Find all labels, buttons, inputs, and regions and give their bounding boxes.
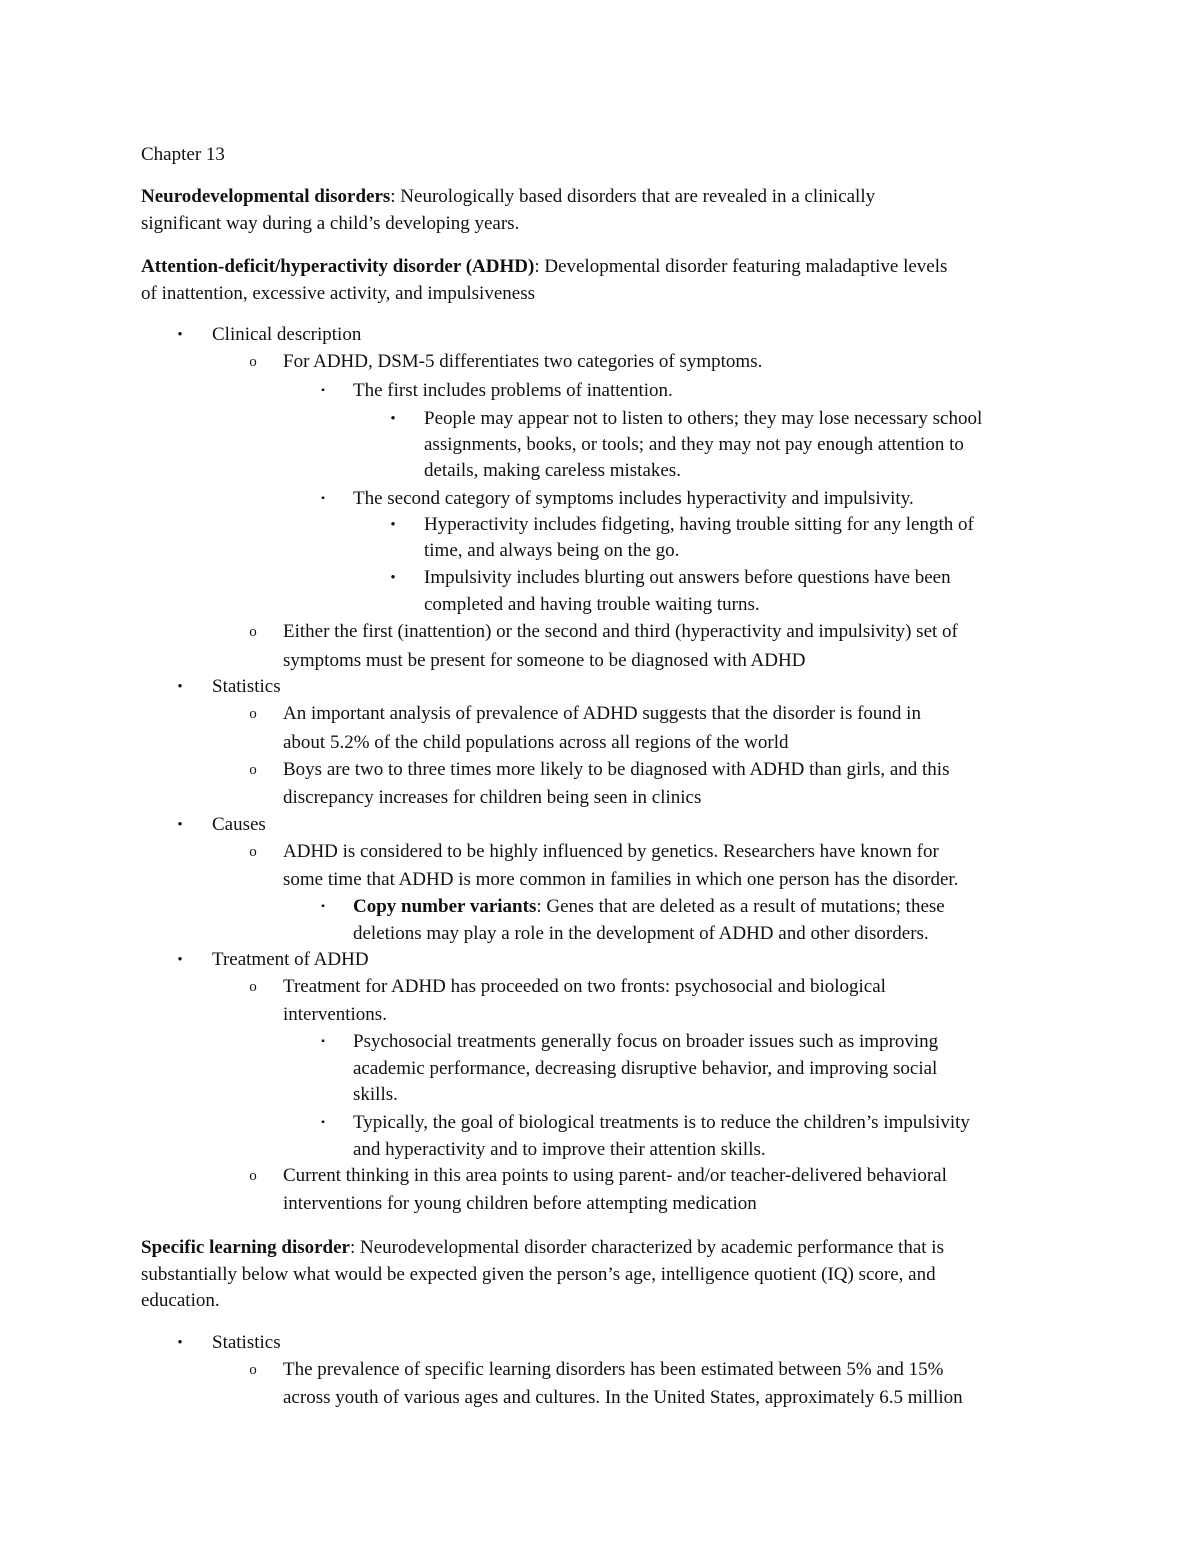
list-item-people-line1: People may appear not to listen to others; they may lose necessary school	[424, 408, 983, 429]
bullet-marker: ▪	[321, 493, 325, 504]
list-item-either-line2: symptoms must be present for someone to be diagnosed with ADHD	[283, 650, 806, 671]
bullet-marker: ▪	[321, 385, 325, 396]
list-item-prevalence-line2: about 5.2% of the child populations across all regions of the world	[283, 732, 789, 753]
list-item-cnv-line1	[353, 896, 945, 918]
definition-text: : Neurologically based disorders that are revealed in a clinically	[390, 186, 876, 207]
list-item-two-fronts-line1: Treatment for ADHD has proceeded on two fronts: psychosocial and biological	[283, 976, 886, 997]
term-neurodevelopmental: Neurodevelopmental disorders	[141, 186, 391, 207]
bullet-marker: o	[249, 1168, 257, 1184]
definition-adhd-line1	[141, 256, 947, 278]
bullet-marker: •	[177, 679, 183, 695]
list-item-either-line1: Either the first (inattention) or the second and third (hyperactivity and impulsivity) set of	[283, 621, 958, 642]
bullet-marker: ▪	[321, 901, 325, 912]
chapter-title: Chapter 13	[141, 144, 225, 165]
list-item-sld-prevalence-line2: across youth of various ages and cultures. In the United States, approximately 6.5 million	[283, 1387, 963, 1408]
list-item-people-line2: assignments, books, or tools; and they may not pay enough attention to	[424, 434, 964, 455]
list-item-impulsivity-line1: Impulsivity includes blurting out answers before questions have been	[424, 567, 951, 588]
bullet-marker: o	[249, 354, 257, 370]
bullet-marker: •	[177, 952, 183, 968]
list-item-psychosocial-line2: academic performance, decreasing disruptive behavior, and improving social	[353, 1058, 938, 1079]
list-item-people-line3: details, making careless mistakes.	[424, 460, 681, 481]
list-item-hyperactivity-line2: time, and always being on the go.	[424, 540, 680, 561]
definition-text: : Genes that are deleted as a result of mutations; these	[536, 896, 945, 917]
list-item-hyperactivity-line1: Hyperactivity includes fidgeting, having trouble sitting for any length of	[424, 514, 974, 535]
bullet-marker: ▪	[321, 1117, 325, 1128]
bullet-marker: o	[249, 979, 257, 995]
list-item-cnv-line2: deletions may play a role in the development of ADHD and other disorders.	[353, 923, 929, 944]
definition-sld-line1	[141, 1237, 944, 1259]
bullet-marker: •	[390, 517, 396, 533]
list-item-biological-line2: and hyperactivity and to improve their attention skills.	[353, 1139, 766, 1160]
bullet-marker: o	[249, 624, 257, 640]
term-specific-learning-disorder: Specific learning disorder	[141, 1237, 350, 1258]
list-item-psychosocial-line3: skills.	[353, 1084, 398, 1105]
definition-sld-line2: substantially below what would be expected given the person’s age, intelligence quotient (IQ) score, and	[141, 1264, 936, 1285]
bullet-marker: •	[390, 570, 396, 586]
list-item-genetics-line2: some time that ADHD is more common in families in which one person has the disorder.	[283, 869, 959, 890]
list-item-current-thinking-line1: Current thinking in this area points to using parent- and/or teacher-delivered behavioral	[283, 1165, 947, 1186]
list-item-boys-line2: discrepancy increases for children being seen in clinics	[283, 787, 702, 808]
definition-text: : Developmental disorder featuring maladaptive levels	[534, 256, 948, 277]
list-item-treatment: Treatment of ADHD	[212, 949, 369, 970]
definition-text: : Neurodevelopmental disorder characterized by academic performance that is	[349, 1237, 944, 1258]
list-item-causes: Causes	[212, 814, 266, 835]
bullet-marker: •	[177, 1335, 183, 1351]
list-item-dsm: For ADHD, DSM-5 differentiates two categories of symptoms.	[283, 351, 763, 372]
list-item-prevalence-line1: An important analysis of prevalence of ADHD suggests that the disorder is found in	[283, 703, 921, 724]
term-adhd: Attention-deficit/hyperactivity disorder (ADHD)	[141, 256, 535, 277]
definition-neurodevelopmental-line2: significant way during a child’s developing years.	[141, 213, 520, 234]
list-item-sld-prevalence-line1: The prevalence of specific learning disorders has been estimated between 5% and 15%	[283, 1359, 944, 1380]
list-item-statistics: Statistics	[212, 676, 281, 697]
definition-sld-line3: education.	[141, 1290, 220, 1311]
list-item-impulsivity-line2: completed and having trouble waiting turns.	[424, 594, 760, 615]
list-item-boys-line1: Boys are two to three times more likely to be diagnosed with ADHD than girls, and this	[283, 759, 950, 780]
bullet-marker: o	[249, 706, 257, 722]
list-item-first-category: The first includes problems of inattention.	[353, 380, 673, 401]
list-item-sld-statistics: Statistics	[212, 1332, 281, 1353]
term-copy-number-variants: Copy number variants	[353, 896, 537, 917]
list-item-current-thinking-line2: interventions for young children before attempting medication	[283, 1193, 757, 1214]
list-item-genetics-line1: ADHD is considered to be highly influenced by genetics. Researchers have known for	[283, 841, 939, 862]
bullet-marker: •	[177, 327, 183, 343]
list-item-psychosocial-line1: Psychosocial treatments generally focus on broader issues such as improving	[353, 1031, 939, 1052]
list-item-biological-line1: Typically, the goal of biological treatments is to reduce the children’s impulsivity	[353, 1112, 970, 1133]
bullet-marker: ▪	[321, 1036, 325, 1047]
definition-adhd-line2: of inattention, excessive activity, and impulsiveness	[141, 283, 535, 304]
bullet-marker: •	[390, 411, 396, 427]
bullet-marker: o	[249, 762, 257, 778]
bullet-marker: •	[177, 817, 183, 833]
bullet-marker: o	[249, 1362, 257, 1378]
list-item-clinical-description: Clinical description	[212, 324, 362, 345]
bullet-marker: o	[249, 844, 257, 860]
list-item-two-fronts-line2: interventions.	[283, 1004, 387, 1025]
list-item-second-category: The second category of symptoms includes hyperactivity and impulsivity.	[353, 488, 914, 509]
definition-neurodevelopmental-line1	[141, 186, 875, 208]
